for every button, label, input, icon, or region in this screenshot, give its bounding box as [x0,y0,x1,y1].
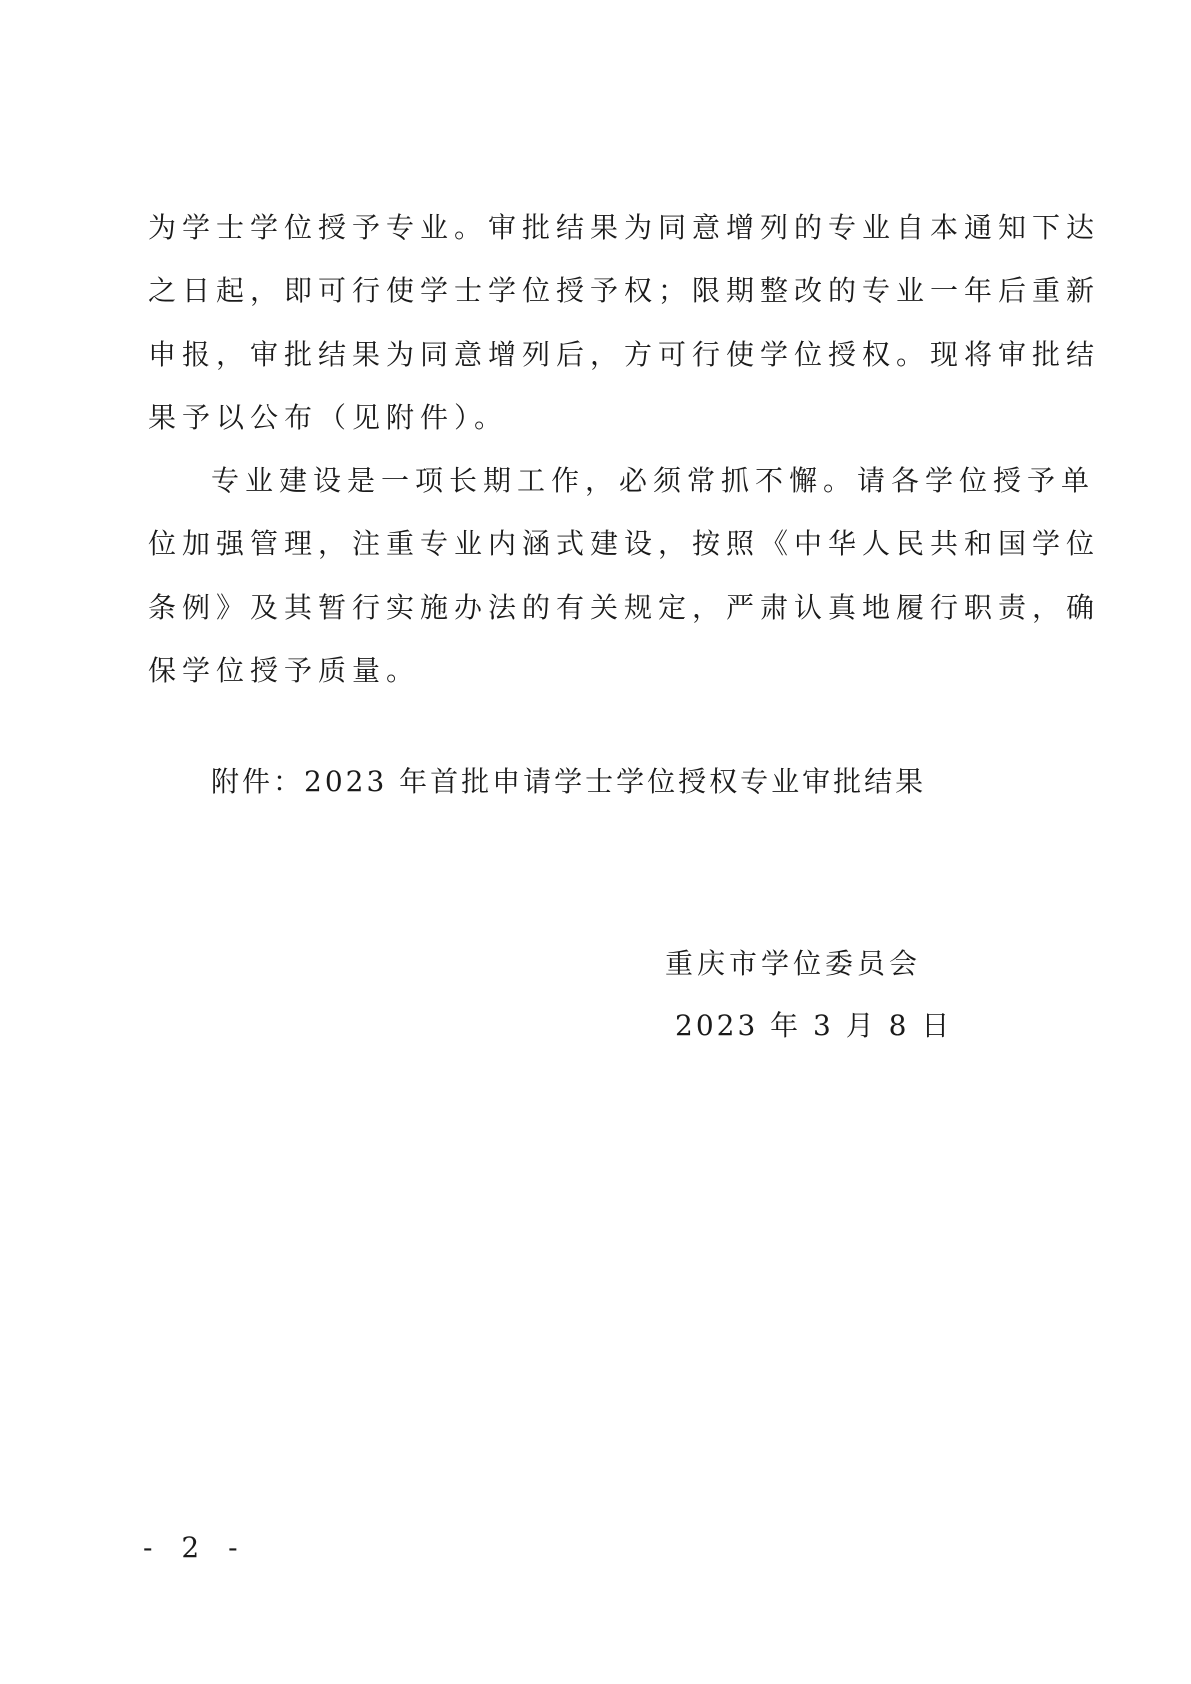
signature-date: 2023 年 3 月 8 日 [675,1009,953,1042]
paragraph-line: 为学士学位授予专业。审批结果为同意增列的专业自本通知下达 [148,211,1101,244]
paragraph-line: 保学位授予质量。 [148,654,421,687]
paragraph-line: 之日起，即可行使学士学位授予权；限期整改的专业一年后重新 [148,274,1101,307]
paragraph-line: 条例》及其暂行实施办法的有关规定，严肃认真地履行职责，确 [148,591,1101,624]
paragraph-line: 果予以公布（见附件）。 [148,401,509,434]
signature-organization: 重庆市学位委员会 [665,947,922,980]
paragraph-line: 专业建设是一项长期工作，必须常抓不懈。请各学位授予单 [211,464,1096,497]
attachment-text: 附件：2023 年首批申请学士学位授权专业审批结果 [211,765,927,798]
page-number: - 2 - [143,1531,248,1564]
paragraph-line: 位加强管理，注重专业内涵式建设，按照《中华人民共和国学位 [148,527,1101,560]
paragraph-line: 申报，审批结果为同意增列后，方可行使学位授权。现将审批结 [148,338,1101,371]
